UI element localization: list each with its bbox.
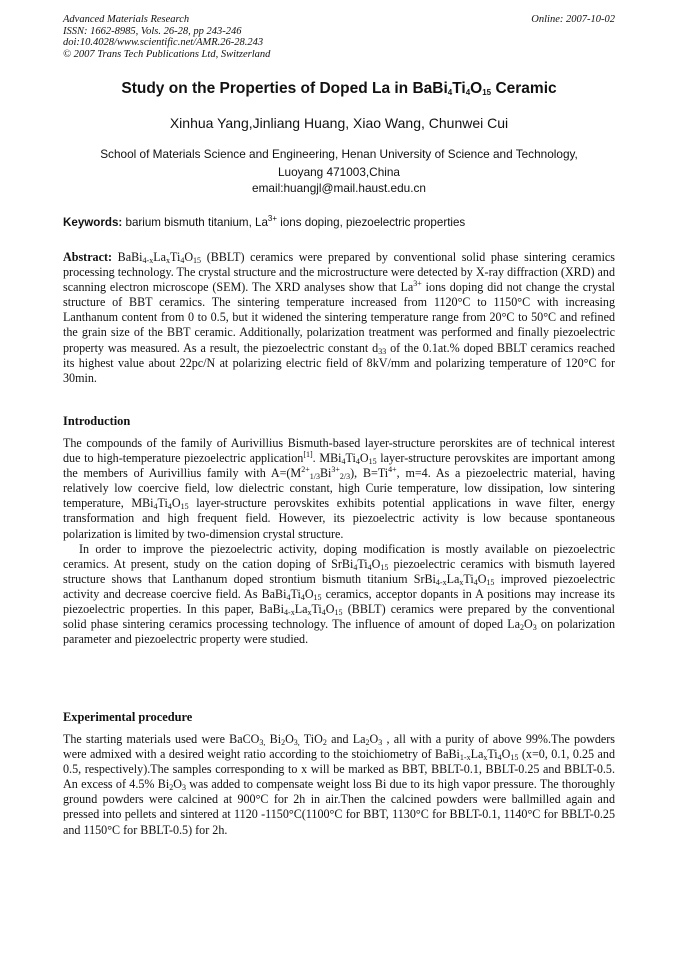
introduction-paragraph-2: In order to improve the piezoelectric activity, doping modification is mostly available on piezoelectric ceramics. At present, study on the cation doping of $SrBi_4Ti_4O_{15}$ piezoelectric ceramics with bismuth layered structure shows that Lanthanum doped strontium bismuth titanium $SrBi_{4-x}La_xTi_4O_{15}$ improved piezoelectric activity and decrease coercive field. As $BaBi_4Ti_4O_{15}$ ceramics, acceptor dopants in A positions may increase its piezoelectric properties. In this paper, $BaBi_{4-x}La_xTi_4O_{15}$ (BBLT) ceramics were prepared by the conventional solid phase sintering ceramics processing technology. The influence of amount of doped $La_2O_3$ on polarization parameter and piezoelectric property were studied.: [63, 541, 615, 647]
online-date: Online: 2007-10-02: [531, 14, 615, 25]
affiliation-line-1: School of Materials Science and Engineering, Henan University of Science and Technology,: [100, 147, 578, 161]
abstract: Abstract: $BaBi_{4-x}La_xTi_4O_{15}$ (BBLT) ceramics were prepared by conventional solid phase sintering ceramics processing technology. The crystal structure and the microstructure were detected by X-ray diffraction (XRD) and scanning electron microscope (SEM). The XRD analyses show that $La^{3+}$ ions doping did not change the crystal structure of BBT ceramics. The sintering temperature increased from 1120°C to 1150°C with increasing Lanthanum content from 0 to 0.5, but it widened the sintering temperature range from 20°C to 50°C and refined the grain size of the BBT ceramic. Additionally, polarization treatment was performed and finally piezoelectric property was measured. As a result, the piezoelectric constant $d_{33}$ of the 0.1at.% doped BBLT ceramics reached its highest value about 22pc/N at polarizing electric field of 8kV/mm and polarizing temperature of 120°C for 30min.: [63, 250, 616, 385]
doi-line: doi:10.4028/www.scientific.net/AMR.26-28.243: [63, 37, 264, 49]
abstract-label: Abstract:: [63, 250, 113, 264]
affiliation-line-2: Luoyang 471003,China: [277, 165, 400, 179]
introduction-paragraph-1: The compounds of the family of Aurivillius Bismuth-based layer-structure perorskites are of technical interest due to high-temperature piezoelectric application[1]. $MBi_4Ti_4O_{15}$ layer-structure perovskites are important among the members of Aurivillius family with $A=(M^{2+}_{1/3}Bi^{3+}_{2/3})$, $B=Ti^{4+}$, m=4. As a piezoelectric material, having relatively low coercive field, low dielectric constant, high Curie temperature, low dissipation, low sintering temperature, $MBi_4Ti_4O_{15}$ layer-structure perovskites exhibits potential applications in wave filter, energy transformation and high frequent field. However, its piezoelectric activity is low because spontaneous polarization is limited by two-dimension crystal structure.: [63, 436, 615, 541]
experimental-body: [63, 732, 615, 838]
author-email: email:huangjl@mail.haust.edu.cn: [252, 181, 426, 195]
section-title-introduction: Introduction: [63, 414, 131, 428]
citation-ref: [1]: [303, 450, 313, 460]
paper-title: Study on the Properties of Doped La in $BaBi_4Ti_4O_{15}$ Ceramic: [121, 80, 557, 97]
author-list: Xinhua Yang,Jinliang Huang, Xiao Wang, Chunwei Cui: [169, 115, 509, 131]
introduction-body: [63, 436, 615, 647]
journal-name: Advanced Materials Research: [63, 14, 190, 25]
keywords-label: Keywords:: [63, 216, 123, 229]
copyright-line: © 2007 Trans Tech Publications Ltd, Switzerland: [63, 48, 271, 60]
section-title-experimental: Experimental procedure: [63, 710, 193, 724]
issn-line: ISSN: 1662-8985, Vols. 26-28, pp 243-246: [63, 25, 242, 37]
keywords: Keywords: barium bismuth titanium, $La^{3+}$ ions doping, piezoelectric properties: [63, 214, 466, 229]
affiliation: [60, 145, 618, 181]
experimental-paragraph-1: The starting materials used were BaCO$_{3,}$ $Bi_2O_{3,}$ TiO$_2$ and $La_2O_3$ , all with a purity of above 99%.The powders were admixed with a desired weight ratio according to the stoichiometry of $BaBi_{1-x}La_xTi_4O_{15}$ (x=0, 0.1, 0.25 and 0.5, respectively).The samples corresponding to x will be marked as BBT, BBLT-0.1, BBLT-0.25 and BBLT-0.5. An excess of 4.5% $Bi_2O_3$ was added to compensate weight loss Bi due to its high vapor pressure. The thoroughly ground powders were calcined at 900°C for 2h in air.Then the calcined powders were ballmilled again and pressed into pellets and sintered at 1120 -1150°C(1100°C for BBT, 1130°C for BBLT-0.1, 1140°C for BBLT-0.25 and 1150°C for BBLT-0.5) for 2h.: [63, 732, 616, 837]
journal-header: [63, 14, 615, 60]
